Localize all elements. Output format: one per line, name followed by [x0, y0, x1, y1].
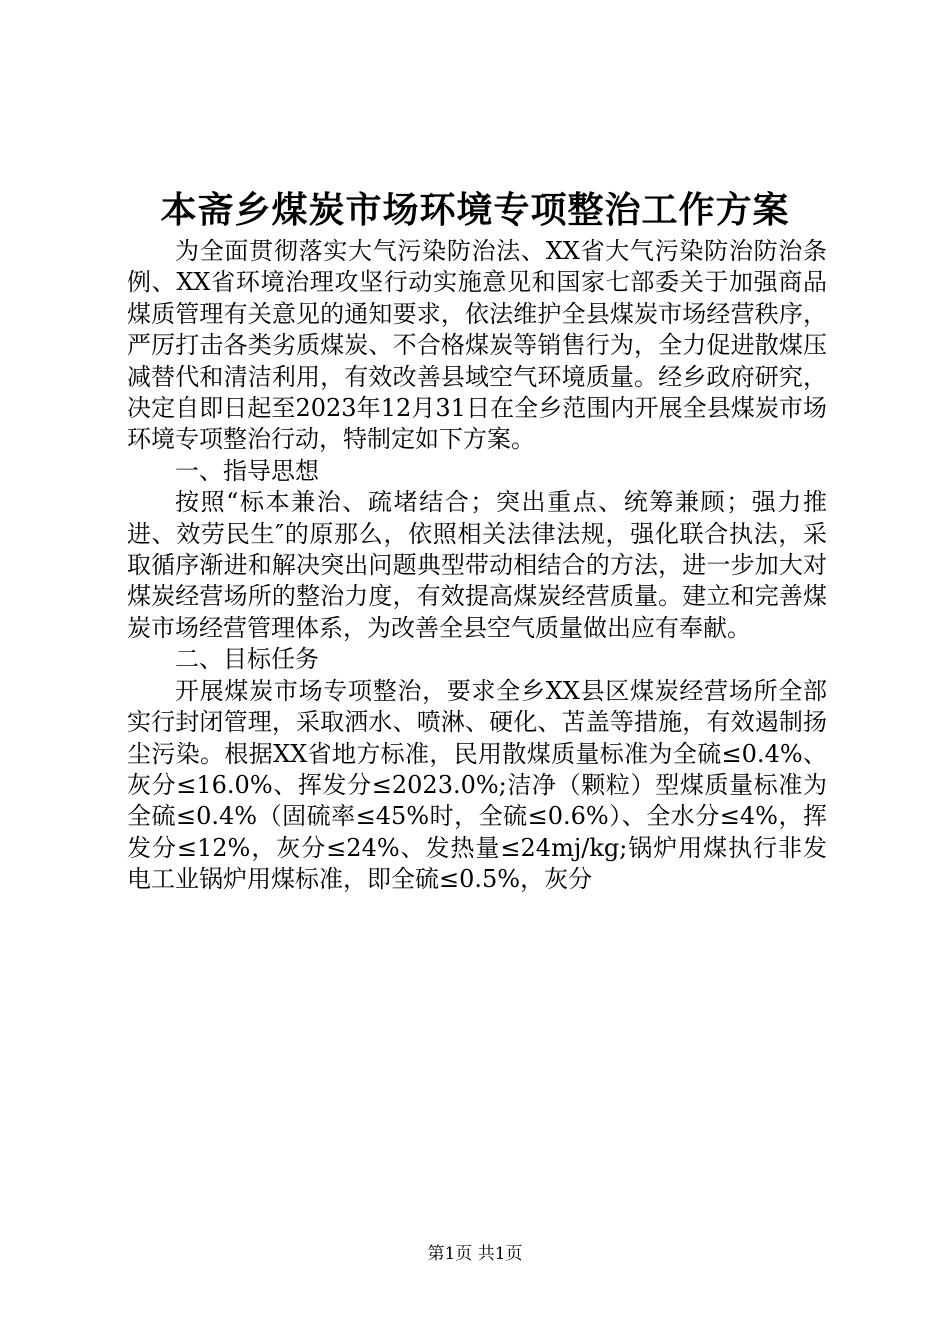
intro-paragraph: 为全面贯彻落实大气污染防治法、XX省大气污染防治防治条例、XX省环境治理攻坚行动实施意见和国家七部委关于加强商品煤质管理有关意见的通知要求，依法维护全县煤炭市场经营秩序，严厉打击各类劣质煤炭、不合格煤炭等销售行为，全力促进散煤压减替代和清洁利用，有效改善县域空气环境质量。经乡政府研究，决定自即日起至2023年12月31日在全乡范围内开展全县煤炭市场环境专项整治行动，特制定如下方案。 [127, 237, 827, 454]
section-heading-guiding-ideology: 一、指导思想 [175, 456, 319, 485]
page-number-footer: 第1页 共1页 [427, 1244, 523, 1264]
document-body [127, 236, 827, 896]
document-title: 本斋乡煤炭市场环境专项整治工作方案 [160, 189, 790, 231]
goals-tasks-paragraph: 开展煤炭市场专项整治，要求全乡XX县区煤炭经营场所全部实行封闭管理，采取洒水、喷淋、硬化、苫盖等措施，有效遏制扬尘污染。根据XX省地方标准，民用散煤质量标准为全硫≤0.4%、灰分≤16.0%、挥发分≤2023.0%;洁净（颗粒）型煤质量标准为全硫≤0.4%（固硫率≤45%时，全硫≤0.6%）、全水分≤4%，挥发分≤12%，灰分≤24%、发热量≤24mj/kg;锅炉用煤执行非发电工业锅炉用煤标准，即全硫≤0.5%，灰分 [127, 676, 827, 894]
guiding-ideology-paragraph: 按照“标本兼治、疏堵结合；突出重点、统筹兼顾；强力推进、效劳民生″的原那么，依照相关法律法规，强化联合执法，采取循序渐进和解决突出问题典型带动相结合的方法，进一步加大对煤炭经营场所的整治力度，有效提高煤炭经营质量。建立和完善煤炭市场经营管理体系，为改善全县空气质量做出应有奉献。 [127, 488, 827, 642]
section-heading-goals-tasks: 二、目标任务 [175, 645, 319, 674]
